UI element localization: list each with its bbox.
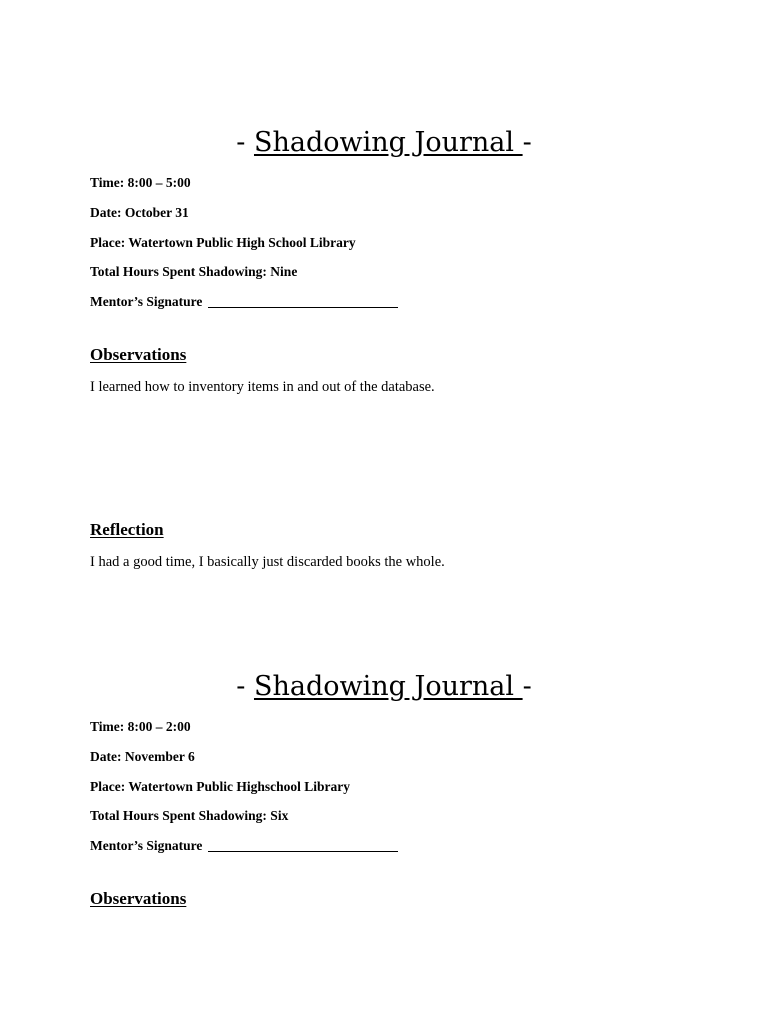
place-field: Place: Watertown Public Highschool Library [90,778,350,794]
observations-heading: Observations [90,345,187,364]
total-hours-field: Total Hours Spent Shadowing: Nine [90,264,298,280]
title-text: Shadowing Journal [253,671,523,702]
title-suffix: - [522,671,532,702]
place-field: Place: Watertown Public High School Library [90,234,356,250]
journal-entry-2 [90,668,690,908]
mentor-signature-field [90,837,690,855]
reflection-text: I had a good time, I basically just discarded books the whole. [90,554,445,570]
date-field: Date: October 31 [90,204,189,220]
signature-line [208,839,398,852]
title-prefix: - [236,671,254,702]
journal-entry-1 [90,124,690,570]
date-field: Date: November 6 [90,748,195,764]
time-field: Time: 8:00 – 2:00 [90,719,191,734]
signature-label: Mentor’s Signature [90,838,203,854]
reflection-heading: Reflection [90,520,164,539]
signature-line [208,295,398,308]
total-hours-field: Total Hours Spent Shadowing: Six [90,808,289,824]
observations-heading: Observations [90,889,187,908]
title-text: Shadowing Journal [253,127,523,158]
observations-text: I learned how to inventory items in and out of the database. [90,379,435,395]
title-prefix: - [236,127,254,158]
time-field: Time: 8:00 – 5:00 [90,175,191,190]
journal-title [0,668,768,706]
signature-label: Mentor’s Signature [90,294,203,310]
title-suffix: - [522,127,532,158]
mentor-signature-field [90,293,690,311]
journal-title [0,124,768,162]
